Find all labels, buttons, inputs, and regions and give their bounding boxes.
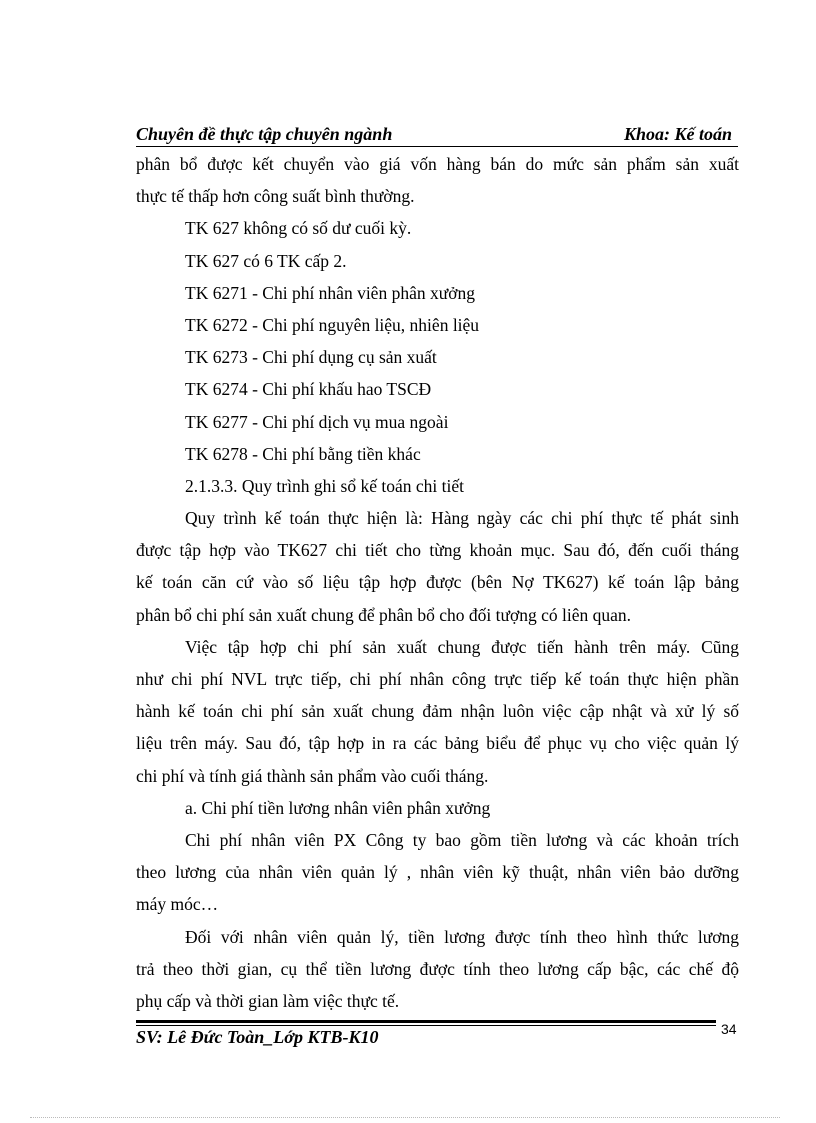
text-line: TK 6274 - Chi phí khấu hao TSCĐ [185, 379, 432, 400]
text-line: kế toán căn cứ vào số liệu tập hợp được (bên Nợ TK627) kế toán lập bảng [136, 572, 739, 593]
text-line: TK 6277 - Chi phí dịch vụ mua ngoài [185, 411, 449, 432]
text-line: máy móc… [136, 894, 219, 915]
page-header [136, 124, 736, 146]
text-line: TK 6273 - Chi phí dụng cụ sản xuất [185, 347, 437, 368]
text-line: thực tế thấp hơn công suất bình thường. [136, 186, 415, 207]
text-line: Đối với nhân viên quản lý, tiền lương được tính theo hình thức lương [185, 926, 739, 947]
footer-divider-thick [136, 1020, 716, 1023]
header-divider [136, 146, 738, 147]
text-line: được tập hợp vào TK627 chi tiết cho từng khoản mục. Sau đó, đến cuối tháng [136, 540, 739, 561]
text-line: phân bổ được kết chuyển vào giá vốn hàng bán do mức sản phẩm sản xuất [136, 154, 739, 174]
text-line: TK 627 có 6 TK cấp 2. [185, 250, 347, 271]
text-line: như chi phí NVL trực tiếp, chi phí nhân công trực tiếp kế toán thực hiện phần [136, 669, 739, 689]
text-line: theo lương của nhân viên quản lý , nhân viên kỹ thuật, nhân viên bảo dưỡng [136, 862, 739, 883]
text-line: liệu trên máy. Sau đó, tập hợp in ra các bảng biểu để phục vụ cho việc quản lý [136, 733, 739, 754]
document-body [136, 148, 739, 1017]
header-title: Chuyên đề thực tập chuyên ngành [136, 124, 393, 144]
text-line: TK 6278 - Chi phí bằng tiền khác [185, 443, 421, 464]
footer-student-info: SV: Lê Đức Toàn_Lớp KTB-K10 [136, 1027, 379, 1047]
text-line: Chi phí nhân viên PX Công ty bao gồm tiền lương và các khoản trích [185, 829, 739, 850]
section-heading: 2.1.3.3. Quy trình ghi sổ kế toán chi tiết [185, 475, 464, 496]
header-department: Khoa: Kế toán [623, 124, 732, 144]
text-line: Quy trình kế toán thực hiện là: Hàng ngày các chi phí thực tế phát sinh [185, 508, 739, 529]
text-line: phân bổ chi phí sản xuất chung để phân bổ cho đối tượng có liên quan. [136, 604, 632, 625]
text-line: trả theo thời gian, cụ thể tiền lương được tính theo lương cấp bậc, các chế độ [136, 958, 739, 979]
subsection-heading: a. Chi phí tiền lương nhân viên phân xưởng [185, 797, 491, 818]
text-line: phụ cấp và thời gian làm việc thực tế. [136, 990, 400, 1011]
footer-divider-thin [136, 1025, 716, 1026]
page-bottom-border [30, 1117, 780, 1118]
text-line: TK 6271 - Chi phí nhân viên phân xưởng [185, 282, 475, 303]
text-line: chi phí và tính giá thành sản phẩm vào cuối tháng. [136, 765, 489, 786]
text-line: Việc tập hợp chi phí sản xuất chung được tiến hành trên máy. Cũng [185, 636, 739, 657]
page-number: 34 [721, 1021, 737, 1037]
text-line: TK 627 không có số dư cuối kỳ. [185, 218, 412, 239]
text-line: TK 6272 - Chi phí nguyên liệu, nhiên liệu [185, 314, 480, 335]
text-line: hành kế toán chi phí sản xuất chung đảm nhận luôn việc cập nhật và xử lý số [136, 701, 739, 722]
